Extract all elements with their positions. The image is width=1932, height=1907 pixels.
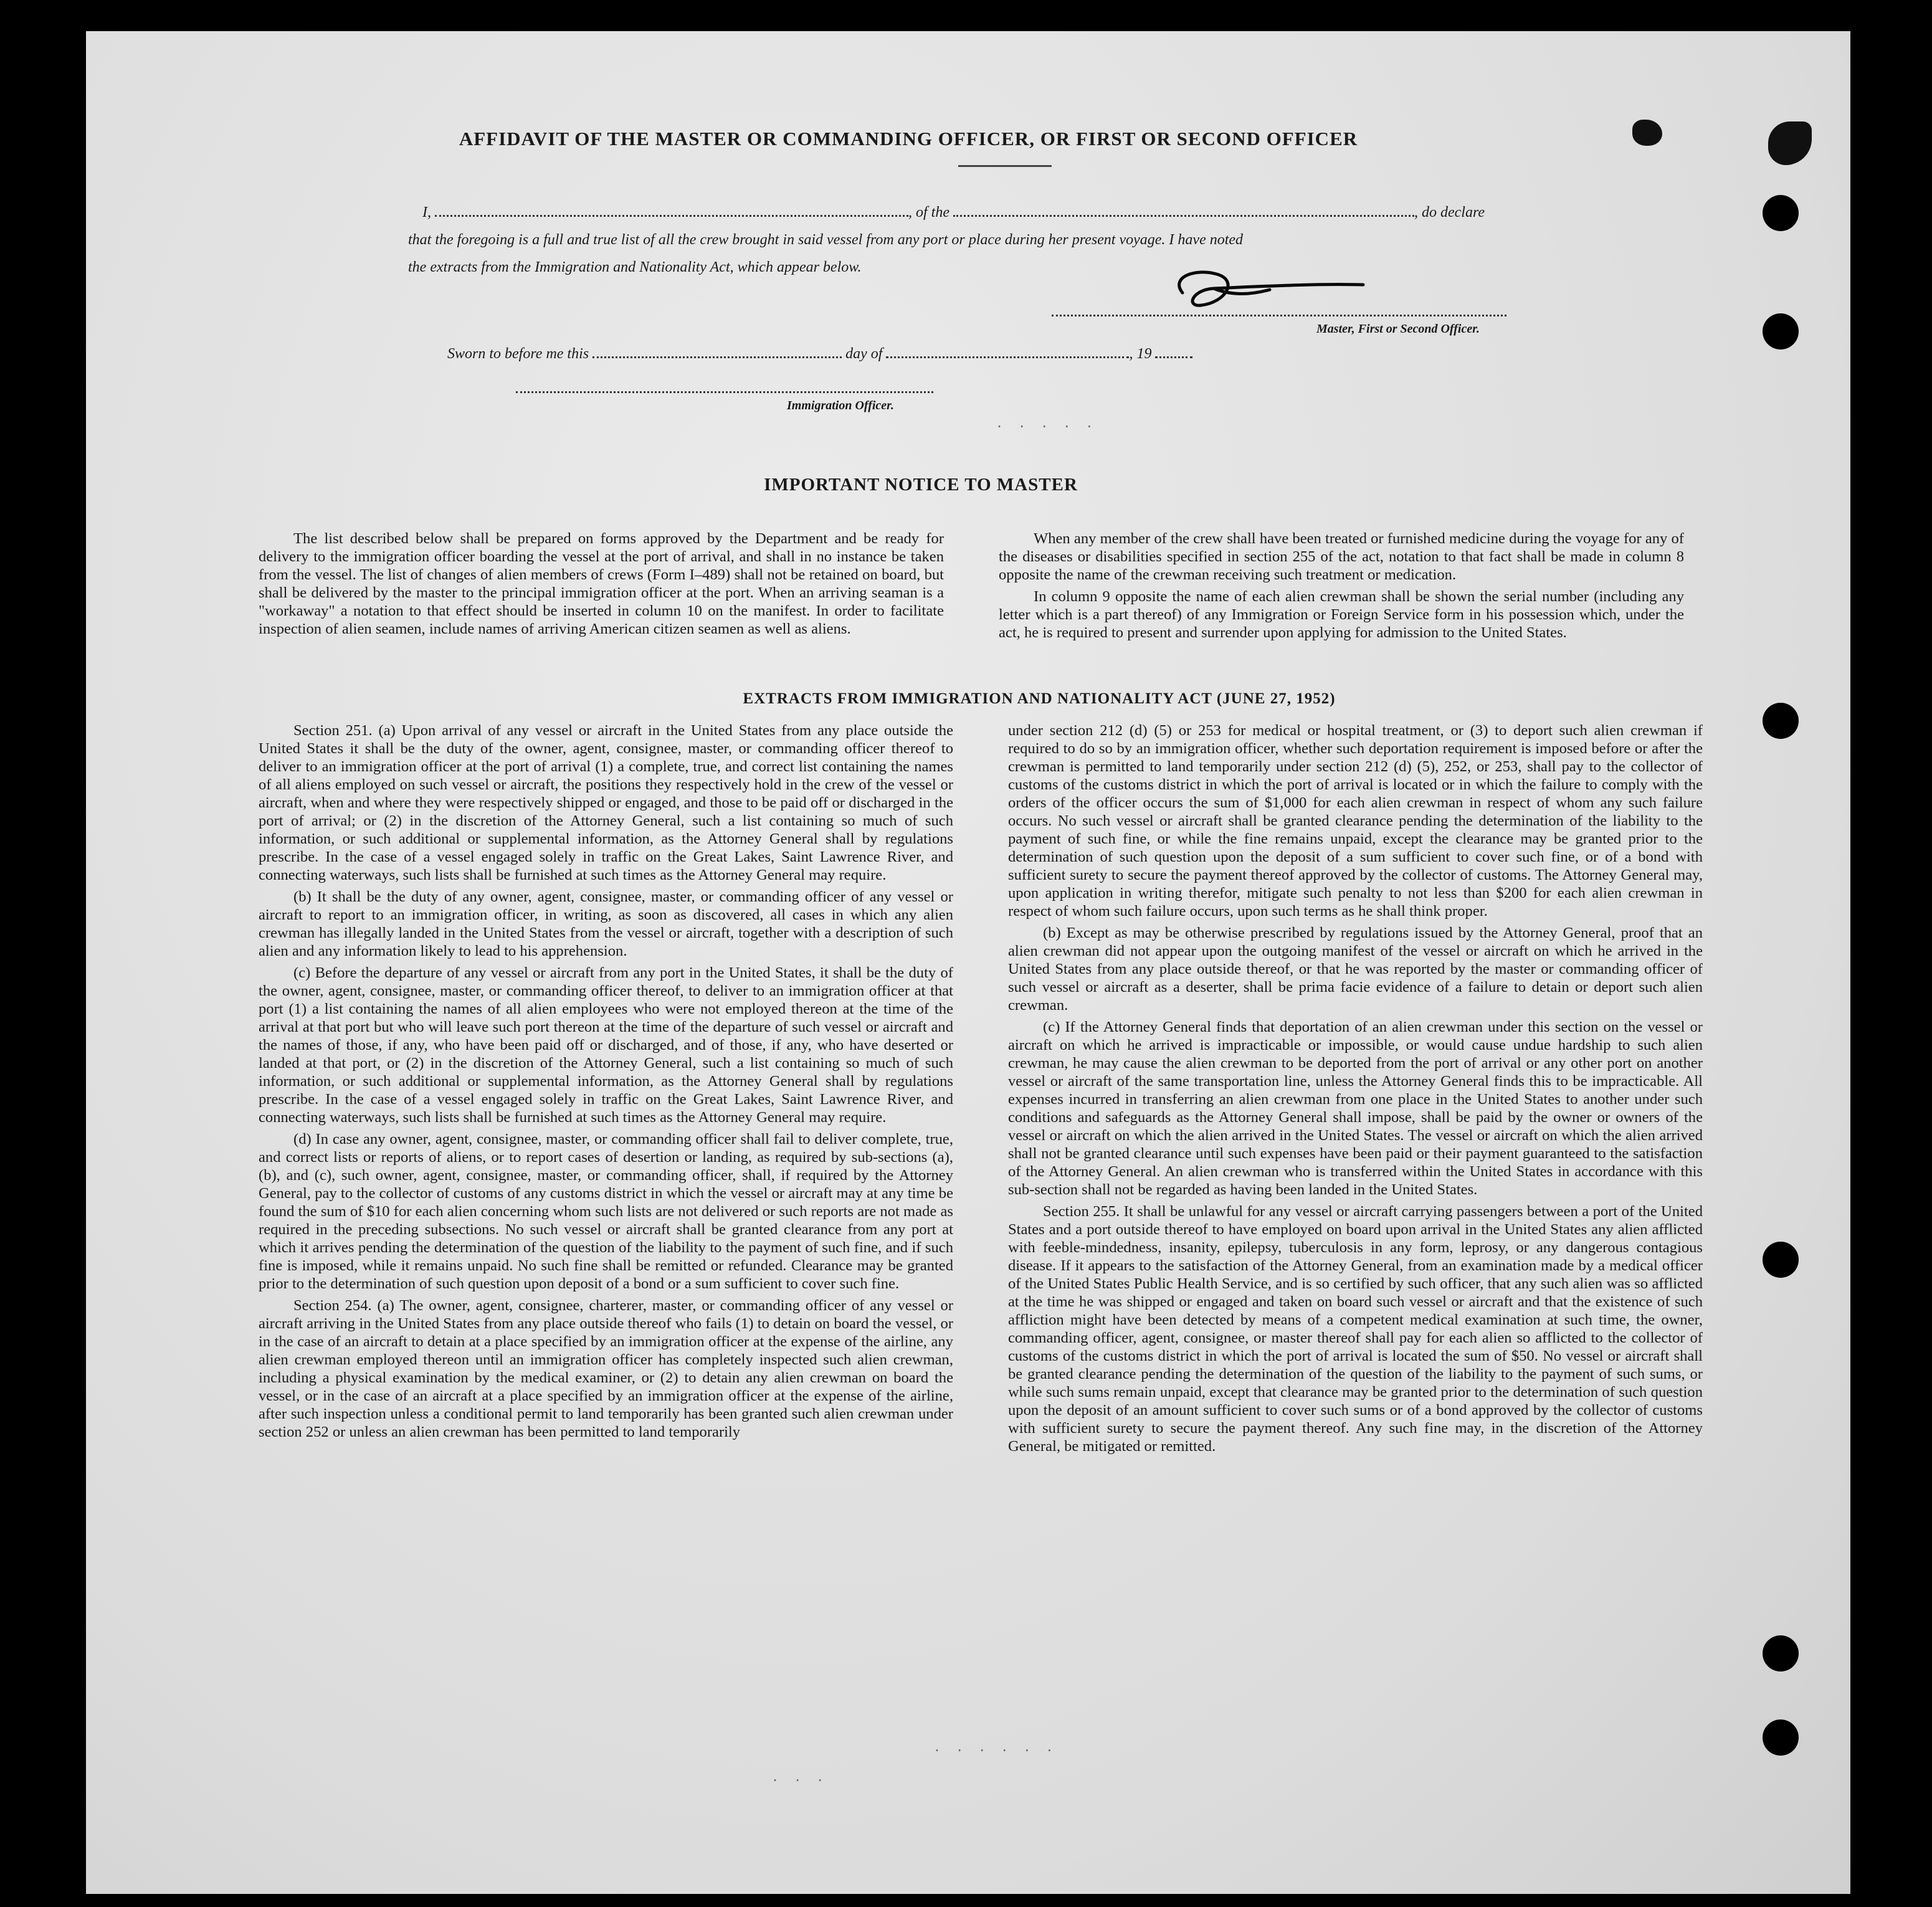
- affidavit-line-1: [422, 204, 1631, 221]
- notice-right-paragraph-1: When any member of the crew shall have been treated or furnished medicine during the voyage for any of the diseases or disabilities specified in section 255 of the act, notation to that fact shall be made in column 8 opposite the name of the crewman receiving such treatment or medication.: [999, 530, 1684, 583]
- notice-right-paragraph-2: In column 9 opposite the name of each alien crewman shall be shown the serial number (including any letter which is a part thereof) of any Immigration or Foreign Service form in his possession which, under the act, he is required to present and surrender upon applying for admission to the United States.: [999, 588, 1684, 641]
- master-signature-caption: Master, First or Second Officer.: [1316, 322, 1480, 336]
- punch-hole: [1763, 1242, 1799, 1278]
- affidavit-i-label: I,: [422, 204, 431, 221]
- extracts-right-column: [1008, 721, 1703, 1459]
- notice-left-column: [259, 530, 944, 642]
- immigration-officer-signature-line[interactable]: [516, 391, 933, 393]
- section-255: Section 255. It shall be unlawful for any vessel or aircraft carrying passengers between a port of the United States and a port outside thereof to have employed on board upon arrival in the United States any alien afflicted with feeble-mindedness, insanity, epilepsy, tuberculosis in any form, leprosy, or any dangerous contagious disease. If it appears to the satisfaction of the Attorney General, from an examination made by a medical officer of the United States Public Health Service, and is so certified by such officer, that any such alien was so afflicted at the time he was shipped or engaged and taken on board such vessel or aircraft and that the existence of such affliction might have been detected by means of a competent medical examination at such time, the owner, commanding officer, agent, consignee, or master thereof shall pay for each alien so afflicted to the collector of customs of the customs district in which the port of arrival is located the sum of $50. No vessel or aircraft shall be granted clearance pending the determination of the question of the liability to the payment of such sums, or while such sums remain unpaid, except that clearance may be granted prior to the determination of such question upon the deposit of an amount sufficient to cover such sums or of a bond approved by the collector of customs with sufficient surety to secure the payment thereof. Any such fine may, in the discretion of the Attorney General, be mitigated or remitted.: [1008, 1203, 1703, 1455]
- bleed-through-text: . . . . .: [996, 416, 1097, 430]
- punch-hole: [1763, 1719, 1799, 1756]
- extracts-title: EXTRACTS FROM IMMIGRATION AND NATIONALITY ACT (JUNE 27, 1952): [743, 690, 1336, 707]
- year-prefix-label: , 19: [1129, 346, 1152, 362]
- day-of-label: day of: [845, 346, 883, 362]
- sworn-label: Sworn to before me this: [447, 346, 589, 362]
- notice-right-column: [999, 530, 1684, 645]
- affidavit-title: AFFIDAVIT OF THE MASTER OR COMMANDING OFFICER, OR FIRST OR SECOND OFFICER: [459, 128, 1358, 150]
- affidavit-line-2: that the foregoing is a full and true list of all the crew brought in said vessel from any port or place during her present voyage. I have noted: [408, 232, 1244, 248]
- sworn-year-field[interactable]: [1155, 356, 1192, 358]
- sworn-month-field[interactable]: [886, 356, 1129, 358]
- sworn-day-field[interactable]: [592, 356, 842, 358]
- punch-hole: [1763, 1635, 1799, 1672]
- punch-hole: [1763, 703, 1799, 739]
- affidavit-do-declare-label: , do declare: [1414, 204, 1485, 221]
- affiant-name-field[interactable]: [435, 215, 908, 217]
- section-251-d: (d) In case any owner, agent, consignee, master, or commanding officer shall fail to deliver complete, true, and correct lists or reports of aliens, or to report cases of desertion or landing, as required by sub-sections (a), (b), and (c), such owner, agent, consignee, master, or commanding officer, shall, if required by the Attorney General, pay to the collector of customs of any customs district in which the vessel or aircraft may at any time be found the sum of $10 for each alien concerning whom such lists are not delivered or such reports are not made as required in the preceding subsections. No such vessel or aircraft shall be granted clearance from any port at which it arrives pending the determination of the question of the liability to the payment of such fine, and if such fine is imposed, while it remains unpaid. No such fine shall be remitted or refunded. Clearance may be granted prior to the determination of such question upon deposit of a bond or a sum sufficient to cover such fine.: [259, 1131, 953, 1292]
- bleed-through-text: . . .: [771, 1769, 828, 1784]
- notice-left-paragraph: The list described below shall be prepared on forms approved by the Department and be ready for delivery to the immigration officer boarding the vessel at the port of arrival, and shall in no instance be taken from the vessel. The list of changes of alien members of crews (Form I–489) shall not be retained on board, but shall be delivered by the master to the principal immigration officer at the port. When an arriving seaman is a "workaway" a notation to that effect should be inserted in column 10 on the manifest. In order to facilitate inspection of alien seamen, include names of arriving American citizen seamen as well as aliens.: [259, 530, 944, 637]
- section-254-a-continued: under section 212 (d) (5) or 253 for medical or hospital treatment, or (3) to deport such alien crewman if required to do so by an immigration officer, whether such deportation requirement is imposed before or after the crewman is permitted to land temporarily under section 212 (d) (5), 252, or 253, shall pay to the collector of customs of the customs district in which the port of arrival is located or in which the failure to comply with the orders of the officer occurs the sum of $1,000 for each alien crewman in respect of whom any such failure occurs. No such vessel or aircraft shall be granted clearance pending the determination of the liability to the payment of such fine, or while the fine remains unpaid, except the clearance may be granted prior to the determination of such question upon the deposit of a sum sufficient to cover such fine, or of a bond with sufficient surety to secure the payment thereof approved by the collector of customs. The Attorney General may, upon application in writing therefor, mitigate such penalty to not less than $200 for each alien crewman in respect of whom such failure occurs, upon such terms as he shall think proper.: [1008, 722, 1703, 920]
- notice-title: IMPORTANT NOTICE TO MASTER: [764, 475, 1078, 495]
- affidavit-of-the-label: , of the: [908, 204, 949, 221]
- section-251-c: (c) Before the departure of any vessel or aircraft from any port in the United States, it shall be the duty of the owner, agent, consignee, master, or commanding officer thereof, to deliver to an immigration officer at that port (1) a list containing the names of all alien employees who were not employed thereon at the time of the arrival at that port but who will leave such port thereon at the time of the departure of such vessel or aircraft and the names of those, if any, who have been paid off or discharged, and of those, if any, who have deserted or landed at that port, or (2) in the discretion of the Attorney General, such a list containing so much of such information, or such additional or supplemental information, as the Attorney General shall by regulations prescribe. In the case of a vessel engaged solely in traffic on the Great Lakes, Saint Lawrence River, and connecting waterways, such lists shall be furnished at such times as the Attorney General may require.: [259, 964, 953, 1126]
- section-254-a: Section 254. (a) The owner, agent, consignee, charterer, master, or commanding officer of any vessel or aircraft arriving in the United States from any place outside thereof who fails (1) to detain on board the vessel, or in the case of an aircraft to detain at a place specified by an immigration officer at the expense of the airline, any alien crewman employed thereon until an immigration officer has completely inspected such alien crewman, including a physical examination by the medical examiner, or (2) to detain any alien crewman on board the vessel, or in the case of an aircraft at a place specified by an immigration officer at the expense of the airline, after such inspection unless a conditional permit to land temporarily has been granted such alien crewman under section 252 or unless an alien crewman has been permitted to land temporarily: [259, 1297, 953, 1440]
- section-254-b: (b) Except as may be otherwise prescribed by regulations issued by the Attorney General, proof that an alien crewman did not appear upon the outgoing manifest of the vessel or aircraft on which he arrived in the United States from any place outside thereof, or that he was reported by the master or commanding officer of such vessel or aircraft as a deserter, shall be prima facie evidence of a failure to detain or deport such alien crewman.: [1008, 925, 1703, 1014]
- bleed-through-text: . . . . . .: [933, 1739, 1057, 1754]
- punch-hole: [1763, 313, 1799, 350]
- master-signature-line[interactable]: [1052, 315, 1506, 316]
- immigration-officer-caption: Immigration Officer.: [787, 399, 894, 412]
- ink-blot: [1632, 120, 1662, 146]
- section-254-c: (c) If the Attorney General finds that deportation of an alien crewman under this section on the vessel or aircraft on which he arrived is impracticable or impossible, or would cause undue hardship to such alien crewman, he may cause the alien crewman to be deported from the port of arrival or any other port on another vessel or aircraft of the same transportation line, unless the Attorney General finds this to be impracticable. All expenses incurred in transferring an alien crewman from one place in the United States to another under such conditions and safeguards as the Attorney General shall impose, shall be paid by the owner or owners of the vessel or aircraft on which the alien arrived in the United States. The vessel or aircraft on which the alien arrived shall not be granted clearance until such expenses have been paid or their payment guaranteed to the satisfaction of the Attorney General. An alien crewman who is transferred within the United States in accordance with this sub-section shall not be regarded as having been landed in the United States.: [1008, 1019, 1703, 1198]
- extracts-left-column: [259, 721, 953, 1445]
- master-signature: [1158, 259, 1419, 327]
- document-page: [86, 31, 1850, 1894]
- sworn-line: [447, 346, 1192, 363]
- section-251-a: Section 251. (a) Upon arrival of any vessel or aircraft in the United States from any place outside the United States it shall be the duty of the owner, agent, consignee, master, or commanding officer thereof to deliver to an immigration officer at the port of arrival (1) a complete, true, and correct list containing the names of all aliens employed on such vessel or aircraft, the positions they respectively hold in the crew of the vessel or aircraft, when and where they were respectively shipped or engaged, and those to be paid off or discharged in the port of arrival; or (2) in the discretion of the Attorney General, such a list containing so much of such information, or such additional or supplemental information, as the Attorney General shall by regulations prescribe. In the case of a vessel engaged solely in traffic on the Great Lakes, Saint Lawrence River, and connecting waterways, such lists shall be furnished at such times as the Attorney General may require.: [259, 722, 953, 883]
- vessel-name-field[interactable]: [953, 215, 1414, 217]
- punch-hole: [1763, 195, 1799, 231]
- torn-corner: [1768, 121, 1812, 165]
- divider: [958, 165, 1052, 167]
- section-251-b: (b) It shall be the duty of any owner, agent, consignee, master, or commanding officer of any vessel or aircraft to report to an immigration officer, in writing, as soon as discovered, all cases in which any alien crewman has illegally landed in the United States from the vessel or aircraft, together with a description of such alien and any information likely to lead to his apprehension.: [259, 888, 953, 959]
- affidavit-line-3: the extracts from the Immigration and Nationality Act, which appear below.: [408, 259, 862, 275]
